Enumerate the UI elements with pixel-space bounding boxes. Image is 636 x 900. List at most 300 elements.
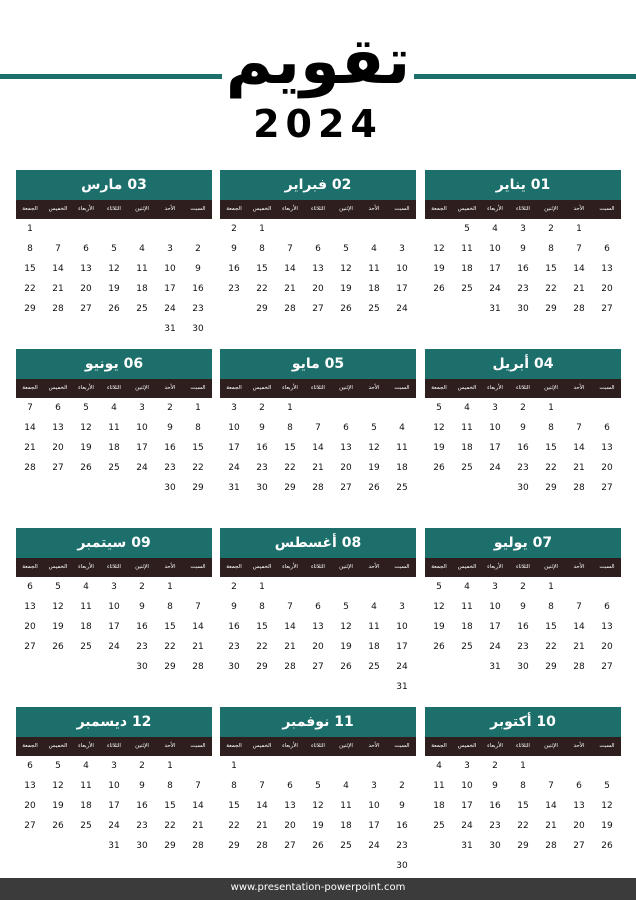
day-cell: 14: [573, 264, 585, 274]
day-cell: 13: [312, 622, 324, 632]
week-row: [220, 776, 416, 796]
day-cell: 22: [24, 284, 36, 294]
day-cell: 10: [228, 423, 240, 433]
day-cell: [453, 478, 481, 498]
weekday-label: الثلاثاء: [311, 385, 325, 391]
weekday-label: السبت: [190, 564, 206, 570]
day-cell: 1: [287, 403, 293, 413]
day-cell: 19: [433, 622, 445, 632]
day-cell: 12: [52, 781, 64, 791]
day-cell: 5: [55, 761, 61, 771]
day-cell: 10: [461, 781, 473, 791]
day-cell: 5: [371, 423, 377, 433]
day-cell: 26: [433, 284, 445, 294]
weekday-label: الأربعاء: [78, 206, 94, 212]
weekday-bar: [220, 200, 416, 219]
week-row: [16, 398, 212, 418]
day-cell: 26: [368, 483, 380, 493]
day-cell: 31: [489, 304, 501, 314]
day-cell: [248, 677, 276, 697]
day-cell: 9: [139, 781, 145, 791]
day-cell: 6: [83, 244, 89, 254]
weekday-bar: [425, 200, 621, 219]
weekday-label: الأربعاء: [78, 385, 94, 391]
day-cell: 13: [80, 264, 92, 274]
day-cell: 19: [52, 622, 64, 632]
day-cell: 24: [164, 304, 176, 314]
day-cell: 19: [108, 284, 120, 294]
day-cell: 5: [343, 602, 349, 612]
day-cell: 16: [517, 622, 529, 632]
day-cell: 11: [108, 423, 120, 433]
day-cell: 12: [340, 622, 352, 632]
month-block: [16, 349, 212, 498]
day-cell: 17: [136, 443, 148, 453]
day-cell: 4: [83, 582, 89, 592]
week-row: [425, 259, 621, 279]
day-cell: 18: [108, 443, 120, 453]
day-cell: 7: [287, 244, 293, 254]
day-cell: 23: [228, 284, 240, 294]
day-cell: 20: [601, 642, 613, 652]
day-cell: 7: [195, 781, 201, 791]
day-cell: 4: [371, 602, 377, 612]
weekday-label: السبت: [599, 564, 615, 570]
weekday-label: الخميس: [252, 564, 272, 570]
day-cell: 6: [604, 602, 610, 612]
day-cell: [100, 657, 128, 677]
weekday-label: الأحد: [164, 206, 176, 212]
week-row: [425, 299, 621, 319]
week-row: [425, 438, 621, 458]
weekday-label: الجمعة: [226, 743, 242, 749]
day-cell: 5: [111, 244, 117, 254]
weekday-label: الإثنين: [135, 564, 149, 570]
day-grid: [16, 577, 212, 677]
day-cell: 4: [139, 244, 145, 254]
weekday-label: الخميس: [48, 564, 68, 570]
week-row: [425, 398, 621, 418]
day-grid: [16, 398, 212, 498]
day-cell: 30: [164, 483, 176, 493]
day-cell: 7: [576, 244, 582, 254]
day-cell: 15: [545, 443, 557, 453]
day-cell: 9: [520, 602, 526, 612]
day-cell: 8: [259, 244, 265, 254]
day-cell: 3: [399, 244, 405, 254]
day-cell: 17: [108, 622, 120, 632]
day-cell: 7: [576, 423, 582, 433]
week-row: [220, 219, 416, 239]
week-row: [425, 637, 621, 657]
day-cell: 3: [371, 781, 377, 791]
day-cell: 5: [604, 781, 610, 791]
day-cell: 7: [576, 602, 582, 612]
day-cell: 29: [256, 304, 268, 314]
weekday-label: الثلاثاء: [516, 743, 530, 749]
day-cell: 2: [167, 403, 173, 413]
day-cell: 12: [601, 801, 613, 811]
week-row: [16, 438, 212, 458]
day-cell: [593, 756, 621, 776]
day-cell: 7: [548, 781, 554, 791]
day-cell: 4: [371, 244, 377, 254]
day-cell: 17: [108, 801, 120, 811]
day-cell: 2: [548, 224, 554, 234]
day-cell: 8: [27, 244, 33, 254]
day-cell: 3: [231, 403, 237, 413]
day-cell: 10: [136, 423, 148, 433]
day-cell: 9: [231, 602, 237, 612]
week-row: [16, 796, 212, 816]
weekday-bar: [425, 737, 621, 756]
day-cell: 11: [368, 264, 380, 274]
day-cell: 3: [111, 761, 117, 771]
month-block: [425, 170, 621, 319]
day-cell: 2: [231, 224, 237, 234]
day-cell: 1: [167, 761, 173, 771]
weekday-label: السبت: [599, 743, 615, 749]
day-cell: 18: [80, 801, 92, 811]
day-cell: 13: [601, 443, 613, 453]
weekday-bar: [16, 379, 212, 398]
day-cell: 24: [368, 841, 380, 851]
day-cell: 17: [164, 284, 176, 294]
day-cell: 30: [228, 662, 240, 672]
day-cell: 21: [573, 642, 585, 652]
day-cell: 4: [464, 582, 470, 592]
day-cell: 9: [492, 781, 498, 791]
week-row: [425, 279, 621, 299]
weekday-label: الأحد: [573, 743, 585, 749]
day-cell: 26: [52, 642, 64, 652]
day-cell: [184, 219, 212, 239]
day-cell: 8: [548, 423, 554, 433]
day-cell: 24: [108, 642, 120, 652]
day-cell: 3: [520, 224, 526, 234]
day-cell: 26: [52, 821, 64, 831]
day-cell: 16: [517, 264, 529, 274]
month-name: 11 نوفمبر: [220, 707, 416, 737]
day-cell: 10: [396, 264, 408, 274]
day-cell: 23: [136, 642, 148, 652]
day-cell: [128, 319, 156, 339]
day-cell: 6: [27, 761, 33, 771]
weekday-label: الأحد: [164, 743, 176, 749]
day-cell: [72, 657, 100, 677]
day-cell: 13: [284, 801, 296, 811]
day-cell: [128, 478, 156, 498]
day-cell: 22: [164, 821, 176, 831]
day-cell: 18: [461, 622, 473, 632]
day-cell: 8: [287, 423, 293, 433]
day-cell: [44, 319, 72, 339]
weekday-label: السبت: [394, 564, 410, 570]
day-cell: 14: [192, 801, 204, 811]
day-cell: 4: [464, 403, 470, 413]
day-cell: 23: [396, 841, 408, 851]
week-row: [220, 478, 416, 498]
day-cell: 29: [164, 841, 176, 851]
day-cell: 1: [259, 224, 265, 234]
week-row: [16, 816, 212, 836]
day-cell: [304, 856, 332, 876]
day-cell: 23: [517, 642, 529, 652]
day-grid: [220, 219, 416, 319]
day-cell: 15: [164, 801, 176, 811]
day-cell: 19: [433, 264, 445, 274]
day-cell: 14: [284, 622, 296, 632]
day-cell: 28: [24, 463, 36, 473]
day-cell: 26: [433, 463, 445, 473]
week-row: [220, 398, 416, 418]
day-cell: 9: [520, 423, 526, 433]
day-cell: [537, 756, 565, 776]
day-cell: 15: [284, 443, 296, 453]
day-cell: [72, 836, 100, 856]
weekday-label: السبت: [394, 385, 410, 391]
day-cell: [72, 478, 100, 498]
footer-url: www.presentation-powerpoint.com: [0, 878, 636, 900]
day-cell: 23: [228, 642, 240, 652]
day-cell: 5: [436, 582, 442, 592]
day-cell: 14: [312, 443, 324, 453]
day-cell: 12: [108, 264, 120, 274]
day-cell: 4: [83, 761, 89, 771]
weekday-label: الثلاثاء: [516, 385, 530, 391]
day-cell: 26: [108, 304, 120, 314]
day-cell: 27: [80, 304, 92, 314]
week-row: [16, 657, 212, 677]
day-cell: 11: [80, 781, 92, 791]
day-cell: 2: [231, 582, 237, 592]
day-cell: 29: [192, 483, 204, 493]
day-cell: 2: [139, 761, 145, 771]
day-cell: 24: [396, 304, 408, 314]
weekday-label: الثلاثاء: [107, 385, 121, 391]
day-cell: 11: [80, 602, 92, 612]
day-cell: 26: [80, 463, 92, 473]
day-cell: 1: [548, 403, 554, 413]
day-cell: 27: [601, 304, 613, 314]
day-cell: [593, 577, 621, 597]
month-name: 10 أكتوبر: [425, 707, 621, 737]
day-cell: 15: [164, 622, 176, 632]
day-cell: 15: [517, 801, 529, 811]
month-block: [425, 707, 621, 856]
weekday-label: الأربعاء: [282, 564, 298, 570]
day-cell: 21: [573, 463, 585, 473]
day-cell: 1: [520, 761, 526, 771]
day-cell: 8: [167, 781, 173, 791]
day-cell: 27: [284, 841, 296, 851]
week-row: [16, 319, 212, 339]
day-cell: 11: [136, 264, 148, 274]
day-cell: 20: [312, 642, 324, 652]
day-cell: 25: [80, 821, 92, 831]
day-cell: [16, 478, 44, 498]
day-cell: 22: [256, 642, 268, 652]
weekday-label: الإثنين: [544, 743, 558, 749]
day-cell: 13: [24, 602, 36, 612]
week-row: [220, 239, 416, 259]
weekday-label: الأربعاء: [282, 206, 298, 212]
day-cell: 16: [136, 801, 148, 811]
day-cell: 8: [195, 423, 201, 433]
day-cell: 28: [192, 841, 204, 851]
day-grid: [425, 398, 621, 498]
day-cell: 15: [256, 622, 268, 632]
day-cell: 18: [433, 801, 445, 811]
weekday-bar: [220, 737, 416, 756]
day-cell: 15: [545, 622, 557, 632]
week-row: [220, 637, 416, 657]
day-cell: 2: [399, 781, 405, 791]
day-cell: 22: [545, 463, 557, 473]
day-cell: [276, 219, 304, 239]
month-name: 04 أبريل: [425, 349, 621, 379]
weekday-bar: [16, 737, 212, 756]
day-cell: [453, 299, 481, 319]
day-cell: [220, 856, 248, 876]
day-grid: [220, 398, 416, 498]
weekday-label: الجمعة: [431, 743, 447, 749]
month-block: [425, 528, 621, 677]
day-cell: 3: [139, 403, 145, 413]
day-cell: 5: [83, 403, 89, 413]
week-row: [16, 418, 212, 438]
day-cell: 23: [517, 284, 529, 294]
weekday-label: الجمعة: [22, 206, 38, 212]
day-cell: 30: [256, 483, 268, 493]
day-cell: 13: [24, 781, 36, 791]
day-cell: 1: [195, 403, 201, 413]
day-cell: 14: [545, 801, 557, 811]
week-row: [16, 836, 212, 856]
day-cell: [276, 677, 304, 697]
day-cell: 25: [461, 463, 473, 473]
week-row: [425, 239, 621, 259]
day-cell: 13: [601, 622, 613, 632]
day-cell: 29: [517, 841, 529, 851]
day-cell: 31: [461, 841, 473, 851]
day-cell: 27: [340, 483, 352, 493]
weekday-label: الجمعة: [431, 206, 447, 212]
day-cell: 24: [489, 463, 501, 473]
day-cell: 21: [284, 642, 296, 652]
day-cell: [248, 756, 276, 776]
week-row: [220, 756, 416, 776]
day-cell: 27: [312, 304, 324, 314]
week-row: [425, 219, 621, 239]
day-cell: [304, 398, 332, 418]
day-cell: 23: [192, 304, 204, 314]
weekday-label: الثلاثاء: [311, 743, 325, 749]
weekday-bar: [220, 558, 416, 577]
day-grid: [16, 219, 212, 339]
weekday-label: الثلاثاء: [107, 564, 121, 570]
weekday-label: الأربعاء: [282, 743, 298, 749]
day-cell: 10: [489, 602, 501, 612]
week-row: [16, 637, 212, 657]
day-cell: 22: [256, 284, 268, 294]
day-cell: 14: [52, 264, 64, 274]
day-cell: 24: [489, 642, 501, 652]
weekday-label: الأربعاء: [78, 743, 94, 749]
week-row: [220, 458, 416, 478]
day-cell: 23: [517, 463, 529, 473]
weekday-label: السبت: [190, 385, 206, 391]
day-cell: 29: [164, 662, 176, 672]
day-cell: 19: [52, 801, 64, 811]
day-cell: 2: [520, 582, 526, 592]
day-cell: 16: [228, 622, 240, 632]
day-cell: 16: [228, 264, 240, 274]
day-cell: 19: [312, 821, 324, 831]
day-cell: 16: [192, 284, 204, 294]
week-row: [16, 597, 212, 617]
day-cell: [184, 577, 212, 597]
day-cell: 12: [80, 423, 92, 433]
week-row: [425, 418, 621, 438]
day-cell: 23: [136, 821, 148, 831]
weekday-label: الأربعاء: [487, 385, 503, 391]
month-block: [425, 349, 621, 498]
weekday-label: الثلاثاء: [516, 564, 530, 570]
weekday-label: الأحد: [368, 564, 380, 570]
weekday-label: الإثنين: [135, 385, 149, 391]
day-cell: [388, 398, 416, 418]
day-cell: 18: [340, 821, 352, 831]
day-cell: 19: [80, 443, 92, 453]
weekday-label: الجمعة: [431, 385, 447, 391]
day-cell: 4: [492, 224, 498, 234]
day-cell: 27: [312, 662, 324, 672]
weekday-label: الجمعة: [226, 385, 242, 391]
day-cell: 17: [489, 622, 501, 632]
day-cell: [332, 577, 360, 597]
week-row: [16, 577, 212, 597]
day-cell: 14: [24, 423, 36, 433]
day-cell: 3: [492, 582, 498, 592]
day-cell: 1: [167, 582, 173, 592]
day-cell: 22: [192, 463, 204, 473]
day-cell: 12: [433, 602, 445, 612]
day-cell: 6: [576, 781, 582, 791]
day-cell: 25: [108, 463, 120, 473]
day-cell: 30: [489, 841, 501, 851]
day-cell: [388, 219, 416, 239]
day-cell: 20: [24, 622, 36, 632]
weekday-label: الإثنين: [544, 385, 558, 391]
day-cell: 4: [111, 403, 117, 413]
day-cell: 31: [164, 324, 176, 334]
day-cell: 7: [27, 403, 33, 413]
day-grid: [220, 577, 416, 697]
day-grid: [425, 219, 621, 319]
day-cell: [332, 856, 360, 876]
day-cell: 23: [164, 463, 176, 473]
day-cell: [220, 299, 248, 319]
month-block: [220, 170, 416, 319]
day-cell: 18: [368, 642, 380, 652]
week-row: [425, 756, 621, 776]
day-cell: 30: [192, 324, 204, 334]
day-cell: 28: [545, 841, 557, 851]
day-cell: 6: [315, 244, 321, 254]
day-cell: 25: [396, 483, 408, 493]
day-cell: 20: [340, 463, 352, 473]
